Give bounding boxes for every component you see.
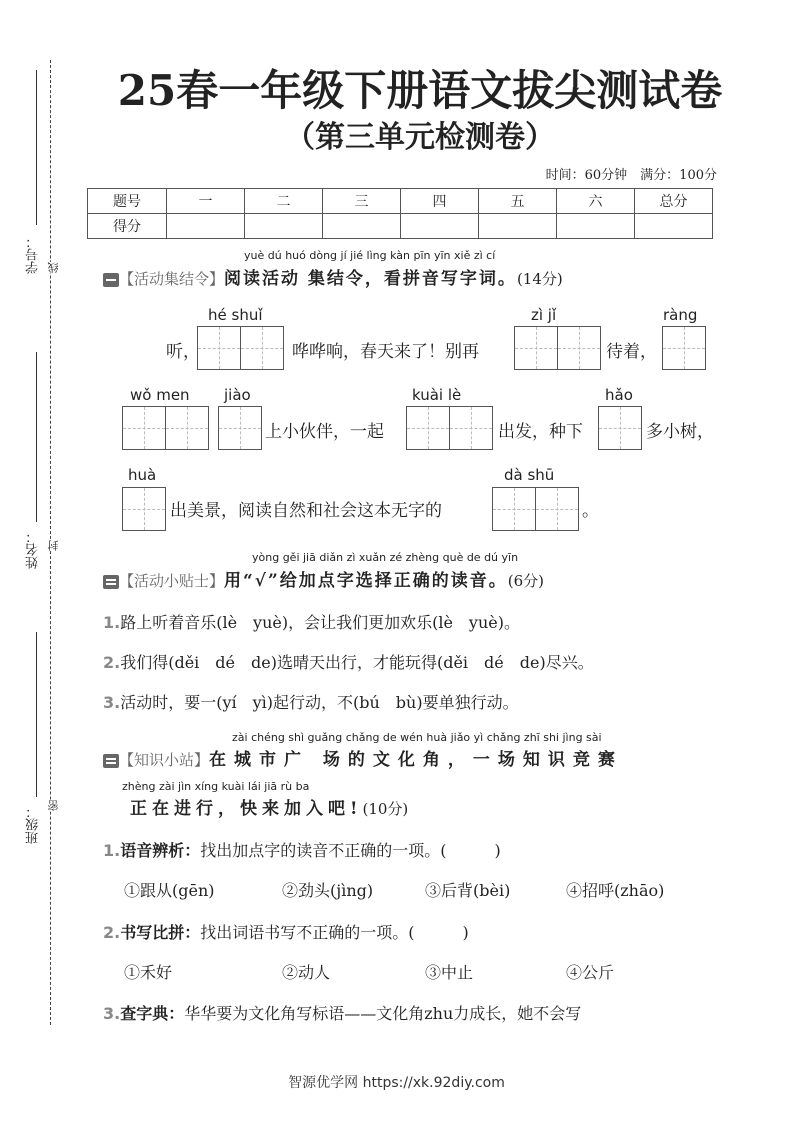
page-subtitle: （第三单元检测卷） (285, 120, 555, 155)
section2-heading (103, 566, 544, 591)
section3-pinyin-line1: zài chéng shì guǎng chǎng de wén huà jiǎo yì chǎng zhī shi jìng sài (232, 731, 602, 744)
section1-points: (14分) (516, 270, 563, 288)
answer-grid-rang[interactable] (662, 326, 706, 370)
line2-text2: 出发，种下 (498, 422, 583, 442)
section2-item: 3.活动时，要一(yí yì)起行动，不(bú bù)要单独行动。 (103, 693, 519, 712)
pinyin-zi-ji: zì jǐ (531, 306, 557, 324)
score-header: 三 (323, 189, 401, 214)
section1-heading (103, 264, 563, 289)
score-cell[interactable] (557, 214, 635, 239)
section2-points: (6分) (507, 572, 544, 590)
section1-pinyin: yuè dú huó dòng jí jié lìng kàn pīn yīn xiě zì cí (244, 249, 496, 262)
exam-meta: 时间：60分钟 满分：100分 (545, 168, 717, 183)
pinyin-rang: ràng (663, 306, 698, 324)
score-row-label: 得分 (88, 214, 167, 239)
q1-option[interactable]: ③后背(bèi) (425, 881, 511, 900)
page-title: 25春一年级下册语文拔尖测试卷 (117, 66, 723, 115)
section1-instruction: 阅读活动 集结令，看拼音写字词。 (224, 269, 517, 289)
score-table (87, 188, 713, 239)
q2-option[interactable]: ①禾好 (124, 963, 173, 982)
section3-pinyin-line2: zhèng zài jìn xíng kuài lái jiā rù ba (122, 780, 310, 793)
answer-grid-da-shu[interactable] (492, 487, 579, 531)
section3-points: (10分) (362, 800, 409, 818)
score-header: 题号 (88, 189, 167, 214)
line3-text2: 。 (582, 501, 599, 521)
score-cell[interactable] (167, 214, 245, 239)
section3-heading-line2 (130, 794, 408, 819)
section2-tag: 【活动小贴士】 (119, 572, 225, 590)
section1-tag: 【活动集结令】 (119, 270, 225, 288)
score-header: 二 (245, 189, 323, 214)
score-table-row (88, 214, 713, 239)
score-table-header-row (88, 189, 713, 214)
line2-text3: 多小树， (646, 422, 714, 442)
line1-pre: 听， (166, 342, 200, 362)
line3-text1: 出美景，阅读自然和社会这本无字的 (170, 501, 442, 521)
answer-grid-wo-men[interactable] (122, 406, 209, 450)
section2-item: 1.路上听着音乐(lè yuè)，会让我们更加欢乐(lè yuè)。 (103, 613, 520, 632)
pinyin-hua: huà (128, 466, 157, 484)
score-header: 一 (167, 189, 245, 214)
answer-grid-hua[interactable] (122, 487, 166, 531)
score-cell[interactable] (479, 214, 557, 239)
student-id-line (36, 70, 37, 225)
name-label: 姓名： (26, 530, 41, 569)
pinyin-da-shu: dà shū (504, 466, 555, 484)
binding-mark-line: 线 (47, 262, 60, 273)
score-header: 四 (401, 189, 479, 214)
answer-grid-zi-ji[interactable] (514, 326, 601, 370)
section-three-icon (103, 754, 119, 768)
answer-grid-hao[interactable] (598, 406, 642, 450)
section3-question-3: 3.查字典：华华要为文化角写标语——文化角zhu力成长，她不会写 (103, 1004, 582, 1023)
line1-post: 待着， (606, 342, 657, 362)
section3-heading (103, 745, 623, 770)
line2-text1: 上小伙伴，一起 (265, 422, 384, 442)
name-line (36, 352, 37, 522)
section-two-icon (103, 575, 119, 589)
q1-option[interactable]: ④招呼(zhāo) (566, 881, 665, 900)
class-label: 班级： (26, 805, 41, 844)
page-footer: 智源优学网 https://xk.92diy.com (288, 1075, 505, 1091)
score-header: 总分 (635, 189, 713, 214)
q2-option[interactable]: ④公斤 (566, 963, 615, 982)
section-one-icon (103, 273, 119, 287)
q1-option[interactable]: ①跟从(gēn) (124, 881, 215, 900)
binding-mark-secret: 密 (47, 800, 60, 811)
pinyin-he-shui: hé shuǐ (208, 306, 263, 324)
section3-question-1: 1.语音辨析：找出加点字的读音不正确的一项。( ) (103, 841, 501, 860)
pinyin-hao: hǎo (605, 386, 633, 404)
answer-grid-kuai-le[interactable] (406, 406, 493, 450)
score-header: 六 (557, 189, 635, 214)
score-cell[interactable] (401, 214, 479, 239)
student-id-label: 学号： (26, 235, 41, 274)
answer-grid-jiao[interactable] (218, 406, 262, 450)
section3-text1: 在城市广 场的文化角，一场知识竞赛 (209, 750, 623, 770)
pinyin-wo-men: wǒ men (130, 386, 190, 404)
section2-item: 2.我们得(děi dé de)选晴天出行，才能玩得(děi dé de)尽兴。 (103, 653, 594, 672)
pinyin-jiao: jiào (224, 386, 251, 404)
section2-instruction: 用“√”给加点字选择正确的读音。 (224, 571, 508, 591)
score-header: 五 (479, 189, 557, 214)
q1-option[interactable]: ②劲头(jìng) (282, 881, 374, 900)
score-cell[interactable] (635, 214, 713, 239)
class-line (36, 632, 37, 797)
score-cell[interactable] (245, 214, 323, 239)
score-cell[interactable] (323, 214, 401, 239)
line1-mid: 哗哗响，春天来了！别再 (292, 342, 479, 362)
answer-grid-he-shui[interactable] (197, 326, 284, 370)
section3-question-2: 2.书写比拼：找出词语书写不正确的一项。( ) (103, 923, 469, 942)
section3-text2: 正在进行，快来加入吧! (130, 799, 363, 819)
q2-option[interactable]: ②动人 (282, 963, 331, 982)
q2-option[interactable]: ③中止 (425, 963, 474, 982)
binding-mark-seal: 封 (47, 540, 60, 551)
pinyin-kuai-le: kuài lè (412, 386, 462, 404)
section3-tag: 【知识小站】 (119, 751, 210, 769)
section2-pinyin: yòng gěi jiā diǎn zì xuǎn zé zhèng què de dú yīn (252, 551, 519, 564)
